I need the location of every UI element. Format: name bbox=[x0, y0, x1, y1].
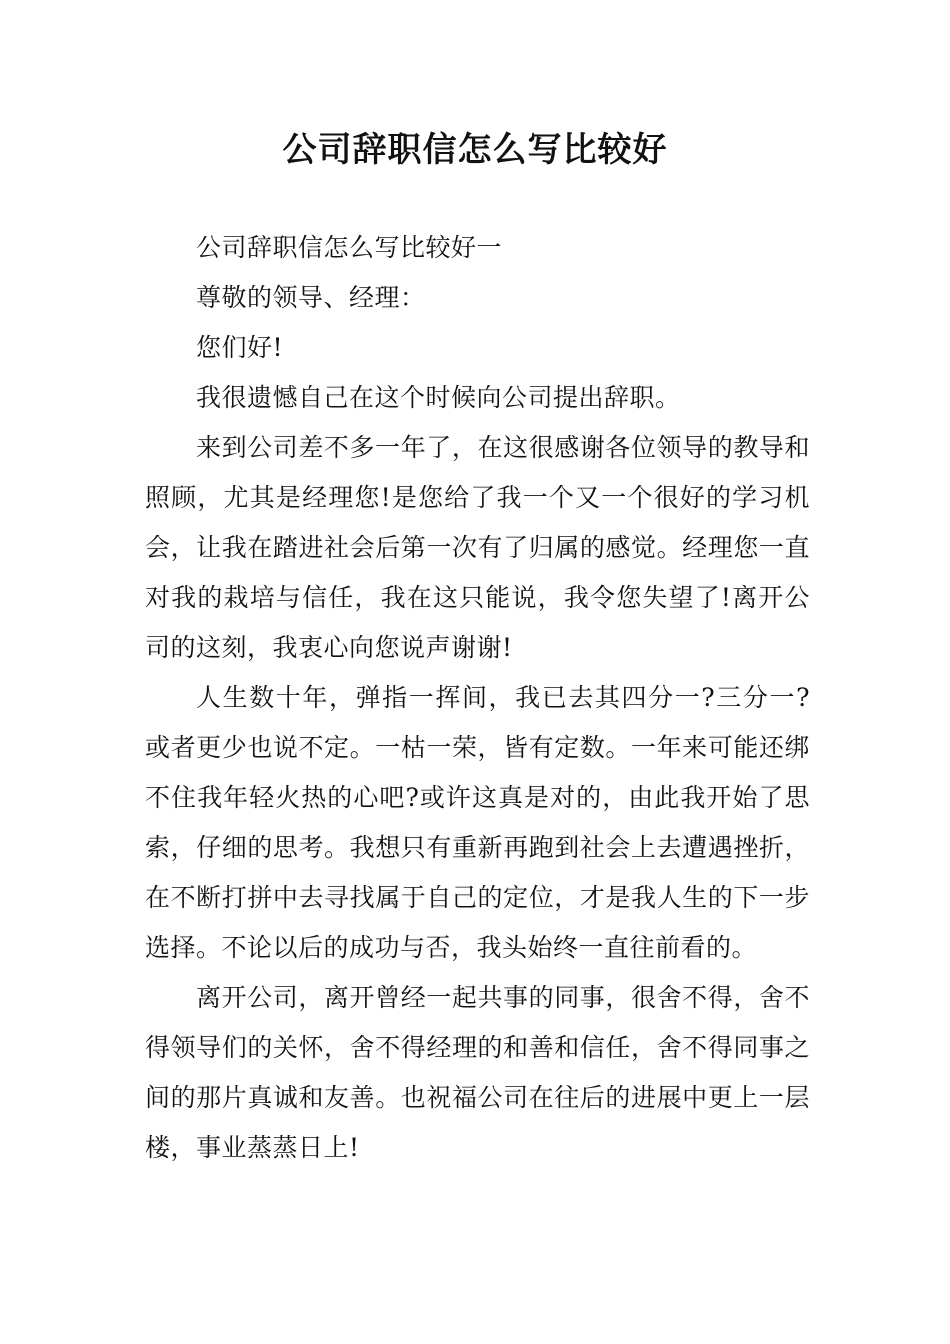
paragraph-heading: 公司辞职信怎么写比较好一 bbox=[196, 233, 503, 262]
paragraph-farewell: 离开公司，离开曾经一起共事的同事，很舍不得，舍不得领导们的关怀，舍不得经理的和善和信任，舍不得同事之间的那片真诚和友善。也祝福公司在往后的进展中更上一层楼，事业蒸蒸日上! bbox=[145, 983, 810, 1162]
paragraph-greeting: 您们好! bbox=[196, 333, 284, 362]
paragraph-thanks: 来到公司差不多一年了，在这很感谢各位领导的教导和照顾，尤其是经理您!是您给了我一个又一个很好的学习机会，让我在踏进社会后第一次有了归属的感觉。经理您一直对我的栽培与信任，我在这只能说，我令您失望了!离开公司的这刻，我衷心向您说声谢谢! bbox=[145, 433, 810, 662]
document-body bbox=[145, 223, 810, 1173]
paragraph-salutation: 尊敬的领导、经理： bbox=[196, 283, 426, 312]
document-title: 公司辞职信怎么写比较好 bbox=[282, 130, 668, 170]
paragraph-reason: 人生数十年，弹指一挥间，我已去其四分一?三分一?或者更少也说不定。一枯一荣，皆有定数。一年来可能还绑不住我年轻火热的心吧?或许这真是对的，由此我开始了思索，仔细的思考。我想只有重新再跑到社会上去遭遇挫折，在不断打拼中去寻找属于自己的定位，才是我人生的下一步选择。不论以后的成功与否，我头始终一直往前看的。 bbox=[145, 683, 810, 962]
paragraph-opening: 我很遗憾自己在这个时候向公司提出辞职。 bbox=[196, 383, 681, 412]
